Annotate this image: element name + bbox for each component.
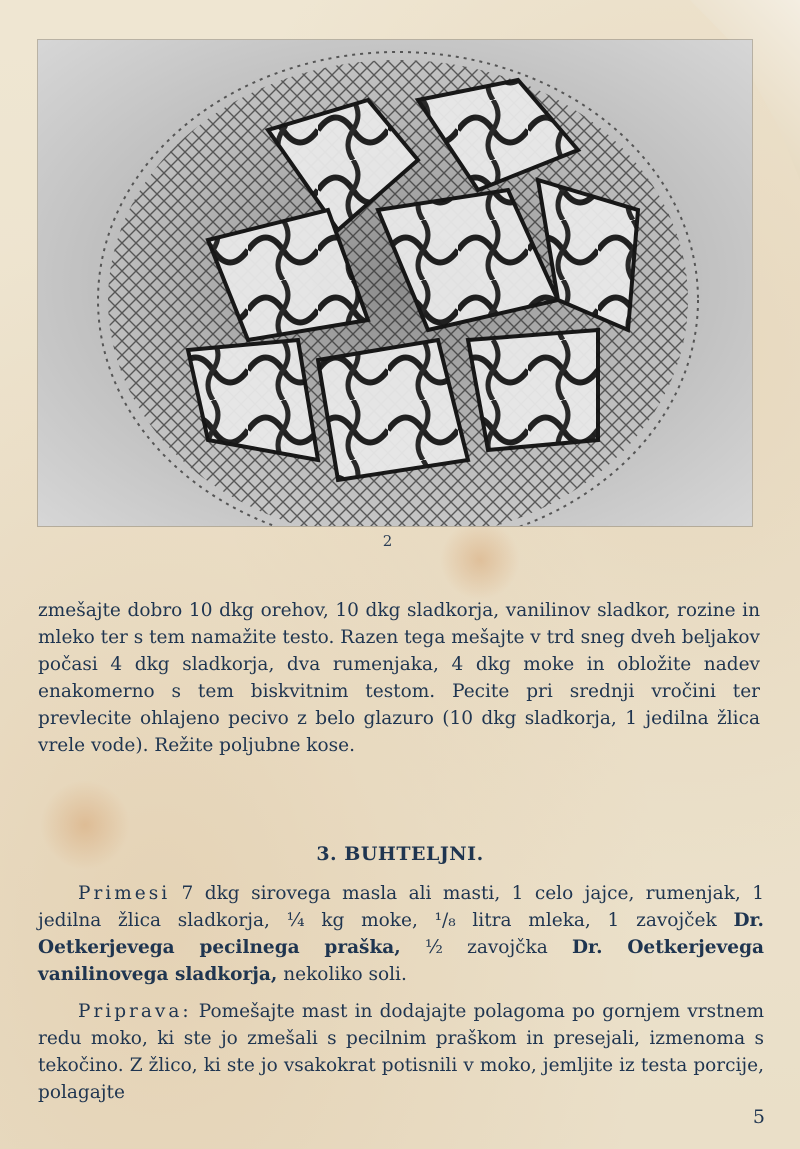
ingredients-part2: ½ zavojčka: [424, 937, 548, 958]
pastry-photo-illustration: [38, 40, 752, 526]
figure-number: 2: [382, 532, 393, 550]
ingredients-label: Primesi: [78, 883, 171, 904]
ingredients-part3: nekoliko soli.: [283, 964, 407, 985]
ingredients-part1: 7 dkg sirovega masla ali masti, 1 celo jajce, rumenjak, 1 jedilna žlica sladkorja, ¼ kg moke, ¹/₈ litra mleka, 1 zavojček: [38, 883, 764, 931]
ingredients-paragraph: [38, 880, 764, 988]
page-number: 5: [752, 1106, 765, 1128]
ingredients-brand2: Dr. Oetkerjevega vanilinovega sladkorja,: [38, 937, 764, 985]
preparation-paragraph: [38, 998, 764, 1106]
preparation-body: Pomešajte mast in dodajajte polagoma po gornjem vrstnem redu moko, ki ste jo zmešali s pecilnim praškom in presejali, izmenoma s tekočino. Z žlico, ki ste jo vsakokrat potisnili v moko, jemljite iz testa porcije, polagajte: [38, 1001, 764, 1103]
recipe-title: 3. BUHTELJNI.: [316, 843, 484, 865]
preparation-text: [38, 998, 764, 1106]
ingredients-brand1: Dr. Oetkerjevega pecilnega praška,: [38, 910, 764, 958]
preparation-label: Priprava:: [78, 1001, 192, 1022]
ingredients-text: [38, 880, 764, 988]
intro-paragraph: [38, 597, 760, 759]
pastry-photo: [38, 40, 752, 526]
intro-text: zmešajte dobro 10 dkg orehov, 10 dkg sladkorja, vanilinov sladkor, rozine in mleko ter s tem namažite testo. Razen tega mešajte v trd sneg dveh beljakov počasi 4 dkg sladkorja, dva rumenjaka, 4 dkg moke in obložite nadev enakomerno s tem biskvitnim testom. Pecite pri srednji vročini ter prevlecite ohlajeno pecivo z belo glazuro (10 dkg sladkorja, 1 jedilna žlica vrele vode). Režite poljubne kose.: [38, 600, 760, 756]
